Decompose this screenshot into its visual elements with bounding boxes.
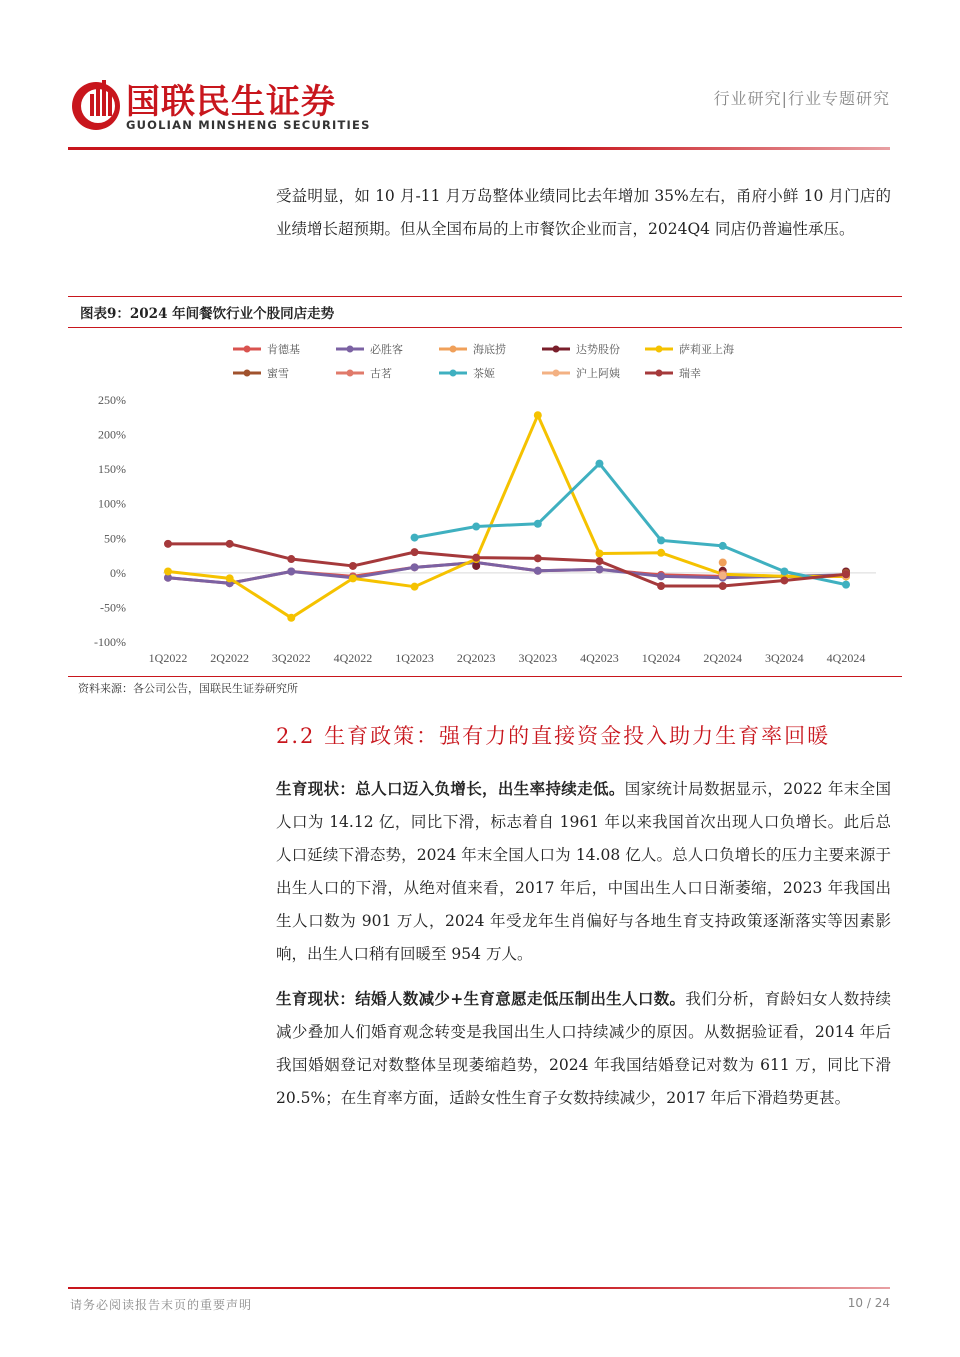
legend-label: 古茗 bbox=[370, 367, 392, 380]
x-tick-label: 1Q2023 bbox=[395, 651, 434, 665]
legend-label: 茶姬 bbox=[473, 367, 495, 380]
data-point bbox=[842, 570, 850, 578]
data-point bbox=[164, 540, 172, 548]
paragraph-3-body: 我们分析，育龄妇女人数持续减少叠加人们婚育观念转变是我国出生人口持续减少的原因。从数据验证看，2014 年后我国婚姻登记对数整体呈现萎缩趋势，2024 年我国结婚登记对数为 611 万，同比下滑 20.5%；在生育率方面，适龄女性生育子女数持续减少，2017 年后下滑趋势更甚。 bbox=[276, 990, 891, 1107]
data-point bbox=[534, 520, 542, 528]
y-tick-label: 0% bbox=[110, 565, 126, 580]
same-store-chart bbox=[68, 330, 902, 675]
page-header bbox=[68, 72, 890, 150]
data-point bbox=[657, 572, 665, 580]
data-point bbox=[595, 557, 603, 565]
x-tick-label: 4Q2024 bbox=[826, 651, 866, 665]
data-point bbox=[719, 572, 727, 580]
y-tick-label: -100% bbox=[94, 635, 126, 649]
legend-swatch-marker bbox=[450, 370, 457, 377]
paragraph-3 bbox=[276, 982, 891, 1115]
legend-label: 萨莉亚上海 bbox=[679, 343, 734, 356]
footer-disclaimer: 请务必阅读报告末页的重要声明 bbox=[70, 1298, 253, 1312]
data-point bbox=[411, 548, 419, 556]
header-divider bbox=[68, 147, 890, 150]
legend-swatch-marker bbox=[553, 370, 560, 377]
data-point bbox=[595, 565, 603, 573]
source-divider bbox=[68, 676, 902, 677]
y-tick-label: 50% bbox=[104, 531, 126, 546]
data-point bbox=[719, 558, 727, 566]
data-point bbox=[472, 554, 480, 562]
legend-swatch-marker bbox=[244, 346, 251, 353]
data-point bbox=[657, 536, 665, 544]
x-tick-label: 3Q2022 bbox=[271, 651, 311, 665]
legend-swatch-marker bbox=[656, 370, 663, 377]
y-tick-label: 200% bbox=[98, 427, 126, 442]
data-point bbox=[657, 582, 665, 590]
y-tick-label: 100% bbox=[98, 496, 126, 511]
paragraph-1: 受益明显，如 10 月-11 月万岛整体业绩同比去年增加 35%左右，甬府小鲜 10 月门店的业绩增长超预期。但从全国布局的上市餐饮企业而言，2024Q4 同店仍普遍性承压。 bbox=[276, 187, 891, 238]
data-point bbox=[534, 554, 542, 562]
legend-label: 蜜雪 bbox=[267, 367, 289, 380]
data-point bbox=[349, 574, 357, 582]
report-category: 行业研究|行业专题研究 bbox=[713, 89, 890, 108]
x-tick-label: 1Q2024 bbox=[641, 651, 681, 665]
data-point bbox=[411, 534, 419, 542]
chart-canvas bbox=[68, 330, 902, 675]
x-tick-label: 4Q2022 bbox=[333, 651, 373, 665]
legend-swatch-marker bbox=[553, 346, 560, 353]
data-point bbox=[842, 581, 850, 589]
paragraph-2 bbox=[276, 772, 891, 971]
data-point bbox=[780, 576, 788, 584]
figure-source: 资料来源：各公司公告，国联民生证券研究所 bbox=[78, 682, 298, 695]
x-tick-label: 2Q2024 bbox=[703, 651, 743, 665]
data-point bbox=[719, 542, 727, 550]
company-name-en: GUOLIAN MINSHENG SECURITIES bbox=[126, 118, 371, 132]
data-point bbox=[719, 582, 727, 590]
legend-label: 必胜客 bbox=[370, 343, 403, 356]
section-title: 2.2 生育政策：强有力的直接资金投入助力生育率回暖 bbox=[276, 724, 831, 748]
legend-swatch-marker bbox=[656, 346, 663, 353]
data-point bbox=[472, 562, 480, 570]
data-point bbox=[226, 574, 234, 582]
paragraph-3-lead: 生育现状：结婚人数减少+生育意愿走低压制出生人口数。 bbox=[276, 989, 686, 1008]
y-tick-label: -50% bbox=[100, 600, 126, 615]
y-tick-label: 150% bbox=[98, 462, 126, 477]
x-tick-label: 3Q2024 bbox=[765, 651, 804, 665]
legend-swatch-marker bbox=[244, 370, 251, 377]
legend-label: 肯德基 bbox=[267, 343, 300, 356]
paragraph-2-body: 国家统计局数据显示，2022 年末全国人口为 14.12 亿，同比下滑，标志着自 1961 年以来我国首次出现人口负增长。此后总人口延续下滑态势，2024 年末全国人口为 14.08 亿人。总人口负增长的压力主要来源于出生人口的下滑，从绝对值来看，2017 年后，中国出生人口日渐萎缩，2023 年我国出生人口数为 901 万人，2024 年受龙年生肖偏好与各地生育支持政策逐渐落实等因素影响，出生人口稍有回暖至 954 万人。 bbox=[276, 780, 891, 963]
x-tick-label: 2Q2022 bbox=[210, 651, 249, 665]
data-point bbox=[164, 567, 172, 575]
legend-label: 瑞幸 bbox=[679, 367, 701, 380]
data-point bbox=[595, 460, 603, 468]
series-line bbox=[168, 415, 846, 618]
legend-label: 达势股份 bbox=[576, 343, 620, 356]
data-point bbox=[534, 411, 542, 419]
data-point bbox=[780, 567, 788, 575]
x-tick-label: 4Q2023 bbox=[580, 651, 619, 665]
figure-title-bar bbox=[68, 296, 902, 328]
paragraph-2-lead: 生育现状：总人口迈入负增长，出生率持续走低。 bbox=[276, 779, 625, 798]
page-number: 10 / 24 bbox=[847, 1296, 890, 1310]
footer-divider bbox=[68, 1287, 890, 1289]
company-name-cn: 国联民生证券 bbox=[126, 82, 336, 122]
data-point bbox=[595, 549, 603, 557]
x-tick-label: 1Q2022 bbox=[148, 651, 188, 665]
data-point bbox=[534, 567, 542, 575]
x-tick-label: 3Q2023 bbox=[518, 651, 558, 665]
data-point bbox=[472, 523, 480, 531]
y-tick-label: 250% bbox=[98, 393, 126, 407]
data-point bbox=[287, 567, 295, 575]
figure-title: 图表9：2024 年间餐饮行业个股同店走势 bbox=[80, 306, 335, 322]
data-point bbox=[349, 562, 357, 570]
data-point bbox=[411, 583, 419, 591]
legend-swatch-marker bbox=[450, 346, 457, 353]
series-line bbox=[168, 544, 846, 586]
data-point bbox=[411, 563, 419, 571]
data-point bbox=[287, 614, 295, 622]
legend-swatch-marker bbox=[347, 346, 354, 353]
legend-swatch-marker bbox=[347, 370, 354, 377]
x-tick-label: 2Q2023 bbox=[456, 651, 496, 665]
legend-label: 沪上阿姨 bbox=[576, 367, 620, 380]
company-logo-icon bbox=[68, 76, 124, 132]
data-point bbox=[657, 549, 665, 557]
data-point bbox=[287, 555, 295, 563]
data-point bbox=[226, 540, 234, 548]
legend-label: 海底捞 bbox=[473, 343, 506, 356]
